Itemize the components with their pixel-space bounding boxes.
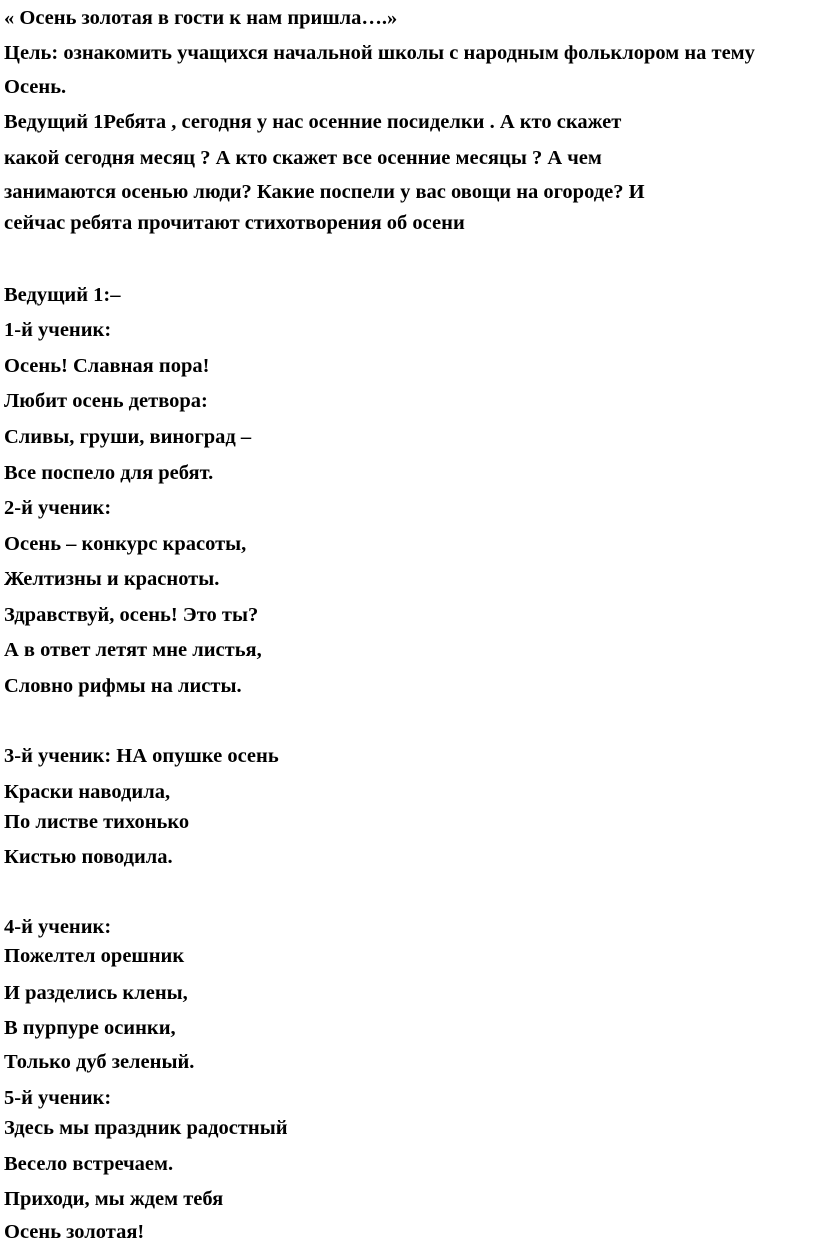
poem-line: Здесь мы праздник радостный: [4, 1117, 288, 1139]
poem-line: Осень золотая!: [4, 1221, 145, 1243]
document-title: « Осень золотая в гости к нам пришла….»: [4, 7, 398, 29]
poem-line: Осень! Славная пора!: [4, 355, 210, 377]
poem-line: Словно рифмы на листы.: [4, 675, 242, 697]
student-label: 4-й ученик:: [4, 916, 112, 938]
intro-line: сейчас ребята прочитают стихотворения об осени: [4, 212, 465, 234]
poem-line: Любит осень детвора:: [4, 390, 208, 412]
student-label: 1-й ученик:: [4, 319, 112, 341]
intro-line: какой сегодня месяц ? А кто скажет все осенние месяцы ? А чем: [4, 147, 602, 169]
poem-line: Сливы, груши, виноград –: [4, 426, 252, 448]
poem-line: Осень – конкурс красоты,: [4, 533, 247, 555]
poem-line: Краски наводила,: [4, 781, 171, 803]
poem-line: Приходи, мы ждем тебя: [4, 1188, 224, 1210]
poem-line: В пурпуре осинки,: [4, 1017, 176, 1039]
poem-line: Здравствуй, осень! Это ты?: [4, 604, 259, 626]
student-label: 5-й ученик:: [4, 1087, 112, 1109]
student-label: 3-й ученик: НА опушке осень: [4, 745, 279, 767]
poem-line: По листве тихонько: [4, 811, 190, 833]
poem-line: Все поспело для ребят.: [4, 462, 214, 484]
poem-line: Желтизны и красноты.: [4, 568, 220, 590]
intro-line: занимаются осенью люди? Какие поспели у вас овощи на огороде? И: [4, 181, 645, 203]
student-label: 2-й ученик:: [4, 497, 112, 519]
poem-line: Пожелтел орешник: [4, 945, 185, 967]
poem-line: И разделись клены,: [4, 982, 188, 1004]
poem-line: А в ответ летят мне листья,: [4, 639, 262, 661]
goal-paragraph: Цель: ознакомить учащихся начальной школы с народным фольклором на тему Осень.: [4, 42, 755, 98]
poem-line: Кистью поводила.: [4, 846, 173, 868]
intro-line: Ведущий 1Ребята , сегодня у нас осенние посиделки . А кто скажет: [4, 111, 622, 133]
poem-line: Только дуб зеленый.: [4, 1051, 195, 1073]
host-label: Ведущий 1:–: [4, 284, 121, 306]
poem-line: Весело встречаем.: [4, 1153, 174, 1175]
